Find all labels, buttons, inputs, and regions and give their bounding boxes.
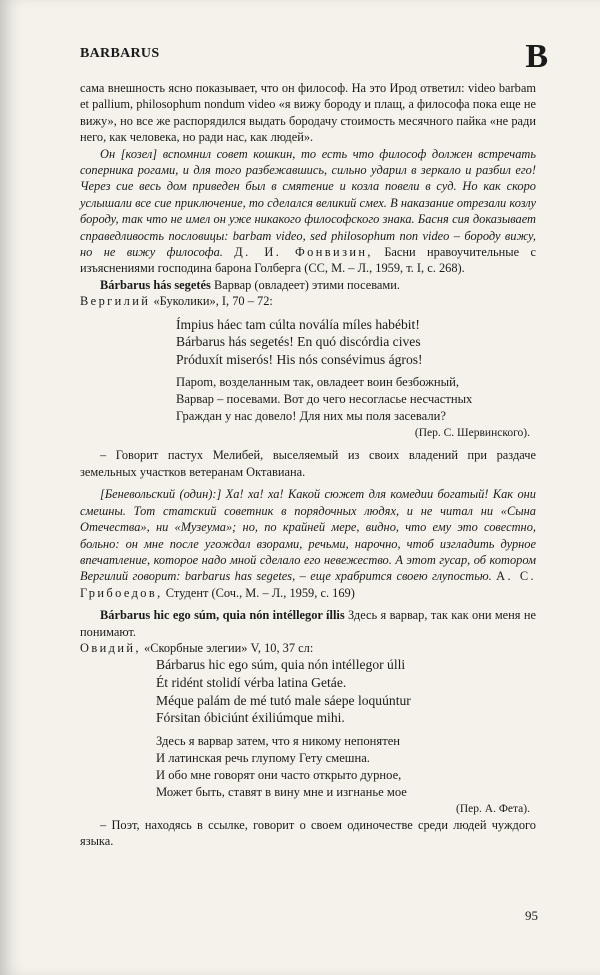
entry-barbarus-has-segetes (80, 277, 536, 293)
virgil-citation (80, 293, 536, 309)
virgil-author: Вергилий (80, 294, 151, 309)
ovid-source: «Скорбные элегии» V, 10, 37 сл: (144, 640, 314, 655)
verse-line: Пароm, возделанным так, овладеет воин безбожный, (176, 375, 459, 390)
ovid-citation (80, 640, 536, 656)
entry-headword: Bárbarus hic ego súm, quia nón intéllegor íllis (100, 608, 345, 623)
verse-line: Ímpius háec tam cúlta noválía míles habébit! (176, 316, 420, 332)
entry-translation: Варвар (овладеет) этими посевами. (213, 277, 400, 292)
running-header-word: BARBARUS (80, 46, 160, 61)
verse-line: Próduxít miserós! His nós consévimus ágros! (176, 351, 423, 367)
translator-credit: (Пер. С. Шервинского). (414, 427, 530, 440)
griboedov-quote-text: [Беневольский (один):] Ха! ха! ха! Какой сюжет для комедии богатый! Как они смешны. Тот статский советник в порядочных людях, и не читал ни «Сына Отечества», ни «Музеума»; но, по крайней мере, видно, что ему это совестно, больно: он мне после угождал взорами, речьми, нарочно, чтоб изгладить дурное впечатление, которое надо мной сделало его невежество. А этот гусар, об котором Вергилий говорит: barbarus has segetes, – еще храбрится своею глупостью. (80, 487, 536, 584)
verse-line: Может быть, ставят в вину мне и изгнанье мое (156, 784, 407, 799)
virgil-latin-verse (80, 316, 536, 369)
verse-line: Граждан у нас довело! Для них мы поля засевали? (176, 409, 446, 424)
verse-line: И латинская речь глупому Гету смешна. (156, 750, 370, 765)
verse-line: Fórsitan óbiciúnt éxiliúmque mihi. (156, 710, 345, 726)
fonvizin-quote-text: Он [козел] вспомнил совет кошкин, то есть что философ должен встречать соперника рогами, и для того разбежавшись, сильно ударил в зеркало и разбил его! Через сие весь дом приведен был в смятение и козла повели в суд. Но как скоро услышали все сие приключение, то сделался великий смех. В наказание отрезали козлу бороду, так что не имел он уже никакого философского знака. Басня сия доказывает справедливость пословицы: barbam video, sed philosophum non video – бороду вижу, но не вижу философа. (80, 146, 536, 260)
verse-line: Ét ridént stolidí vérba latina Getáe. (156, 674, 347, 690)
verse-line: Bárbarus hic ego súm, quia nón intéllegor úlli (156, 657, 406, 673)
page-number: 95 (525, 908, 538, 923)
paragraph-meliboeus: – Говорит пастух Мелибей, выселяемый из своих владений при раздаче земельных участков ветеранам Октавиана. (80, 448, 536, 479)
virgil-russian-verse (80, 374, 536, 425)
page-body (80, 80, 536, 850)
entry-headword: Bárbarus hás segetés (100, 277, 211, 292)
paragraph-griboedov-quote (80, 486, 536, 601)
paragraph-1: сама внешность ясно показывает, что он философ. На это Ирод ответил: video barbam et pallium, philosophum nondum video «я вижу бороду и плащ, а философа пока еще не вижу», но все же распорядился выдать бородачу стоимость месячного пайка «не ради него, как человека, но ради нас, как людей». (80, 81, 536, 145)
virgil-source: «Буколики», I, 70 – 72: (153, 294, 273, 309)
section-letter: B (525, 38, 548, 75)
paragraph-poet-exile: – Поэт, находясь в ссылке, говорит о своем одиночестве среди людей чуждого языка. (80, 817, 536, 849)
verse-line: Méque palám de mé tutó male sáepe loquúntur (156, 692, 411, 708)
griboedov-author: А. С. Грибоедов, (80, 569, 536, 600)
fonvizin-source: Басни нравоучительные с изъяснениями господина барона Голберга (СС, М. – Л., 1959, т. I, с. 268). (80, 245, 536, 276)
verse-line: Bárbarus hás segetés! En quó discórdia cives (176, 334, 421, 350)
ovid-latin-verse (80, 656, 536, 726)
verse-line: Варвар – посевами. Вот до чего несогласье несчастных (176, 392, 473, 407)
griboedov-source: Студент (Соч., М. – Л., 1959, с. 169) (165, 585, 355, 600)
fonvizin-author: Д. И. Фонвизин, (234, 245, 373, 260)
paragraph-fonvizin-quote (80, 146, 536, 277)
ovid-russian-verse (80, 733, 536, 801)
verse-line: Здесь я варвар затем, что я никому непонятен (156, 733, 401, 748)
entry-barbarus-hic-ego-sum (80, 607, 536, 640)
entry-translation: Здесь я варвар, так как они меня не понимают. (80, 608, 536, 639)
ovid-author: Овидий, (80, 640, 141, 655)
translator-credit: (Пер. А. Фета). (456, 802, 530, 815)
verse-line: И обо мне говорят они часто открыто дурное, (156, 767, 402, 782)
